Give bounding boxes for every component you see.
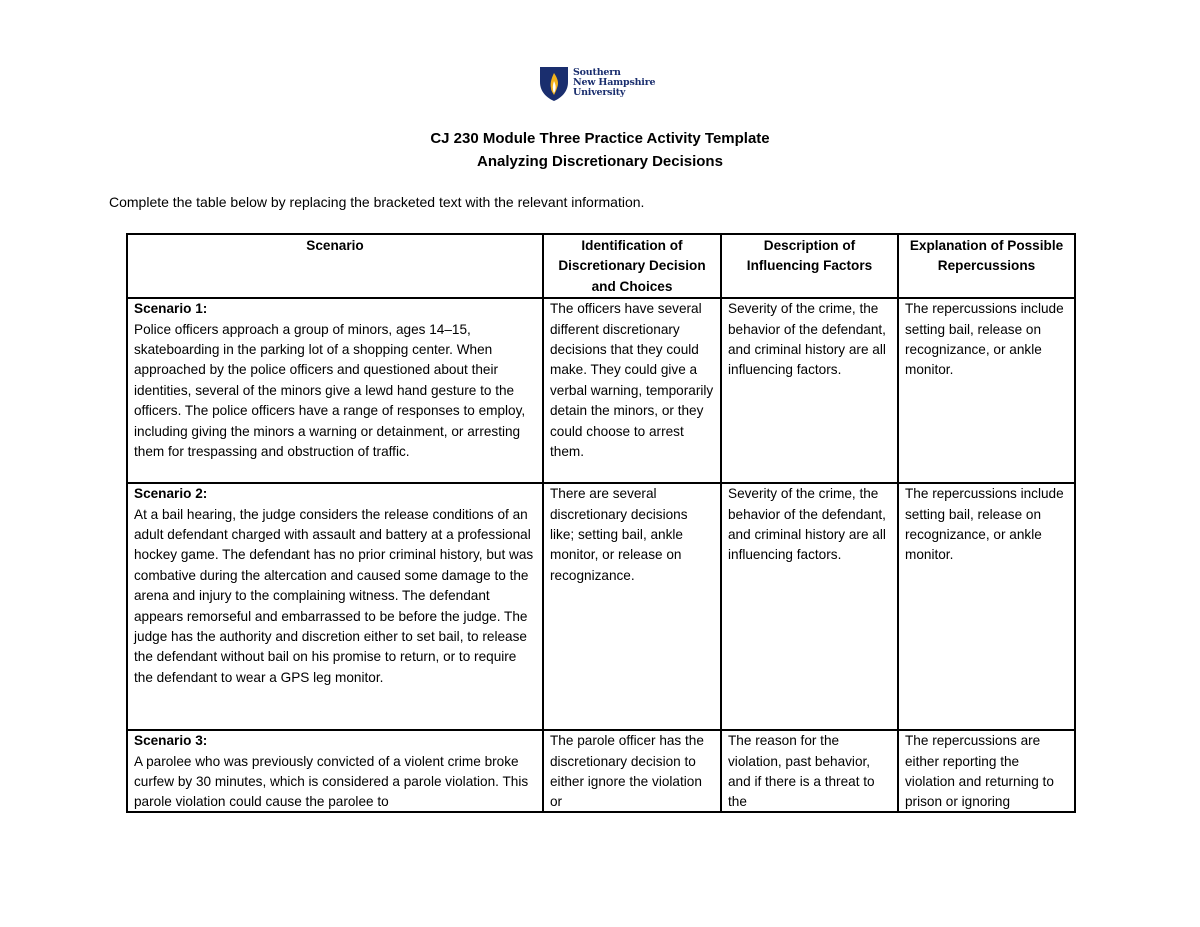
logo-line-1: Southern <box>573 67 621 78</box>
header-identification: Identification of Discretionary Decision and Choices <box>543 234 721 298</box>
header-scenario: Scenario <box>127 234 543 298</box>
factors-cell <box>721 730 898 812</box>
scenario-title: Scenario 3: <box>134 733 208 749</box>
table-row <box>127 298 1075 483</box>
scenario-cell <box>127 298 543 483</box>
shield-flame-icon <box>539 66 569 102</box>
table-header-row <box>127 234 1075 298</box>
factors-cell: Severity of the crime, the behavior of the defendant, and criminal history are all influencing factors. <box>721 483 898 730</box>
logo-wordmark <box>573 66 655 98</box>
repercussions-text: The repercussions are either reporting the violation and returning to prison or ignoring <box>905 733 1054 810</box>
repercussions-cell: The repercussions include setting bail, release on recognizance, or ankle monitor. <box>898 298 1075 483</box>
identification-cell <box>543 730 721 812</box>
document-title: CJ 230 Module Three Practice Activity Template <box>430 130 770 147</box>
scenario-cell <box>127 483 543 730</box>
scenario-text: Police officers approach a group of minors, ages 14–15, skateboarding in the parking lot of a shopping center. When approached by the police officers and questioned about their identities, several of the minors give a lewd hand gesture to the officers. The police officers have a range of responses to employ, including giving the minors a warning or detainment, or arresting them for trespassing and obstruction of traffic. <box>134 321 526 460</box>
repercussions-cell <box>898 730 1075 812</box>
header-repercussions: Explanation of Possible Repercussions <box>898 234 1075 298</box>
university-logo <box>539 66 655 102</box>
factors-cell: Severity of the crime, the behavior of the defendant, and criminal history are all influencing factors. <box>721 298 898 483</box>
logo-line-3: University <box>573 87 626 98</box>
identification-cell: There are several discretionary decisions like; setting bail, ankle monitor, or release on recognizance. <box>543 483 721 730</box>
scenario-cell <box>127 730 543 812</box>
document-subtitle: Analyzing Discretionary Decisions <box>477 153 723 170</box>
repercussions-cell: The repercussions include setting bail, release on recognizance, or ankle monitor. <box>898 483 1075 730</box>
instruction-text: Complete the table below by replacing the bracketed text with the relevant information. <box>109 194 645 210</box>
scenario-text: At a bail hearing, the judge considers the release conditions of an adult defendant charged with assault and battery at a professional hockey game. The defendant has no prior criminal history, but was combative during the altercation and caused some damage to the arena and injury to the complaining witness. The defendant appears remorseful and embarrassed to be before the judge. The judge has the authority and discretion either to set bail, to release the defendant without bail on his promise to return, or to require the defendant to wear a GPS leg monitor. <box>134 506 534 685</box>
table-row <box>127 483 1075 730</box>
factors-text: The reason for the violation, past behavior, and if there is a threat to the <box>728 733 875 810</box>
scenario-title: Scenario 1: <box>134 301 208 317</box>
identification-cell: The officers have several different discretionary decisions that they could make. They could give a verbal warning, temporarily detain the minors, or they could choose to arrest them. <box>543 298 721 483</box>
logo-line-2: New Hampshire <box>573 77 656 88</box>
activity-table <box>126 233 1076 813</box>
scenario-title: Scenario 2: <box>134 486 208 502</box>
scenario-text: A parolee who was previously convicted of a violent crime broke curfew by 30 minutes, which is considered a parole violation. This parole violation could cause the parolee to <box>134 753 529 810</box>
header-factors: Description of Influencing Factors <box>721 234 898 298</box>
identification-text: The parole officer has the discretionary decision to either ignore the violation or <box>550 733 704 810</box>
table-row <box>127 730 1075 812</box>
